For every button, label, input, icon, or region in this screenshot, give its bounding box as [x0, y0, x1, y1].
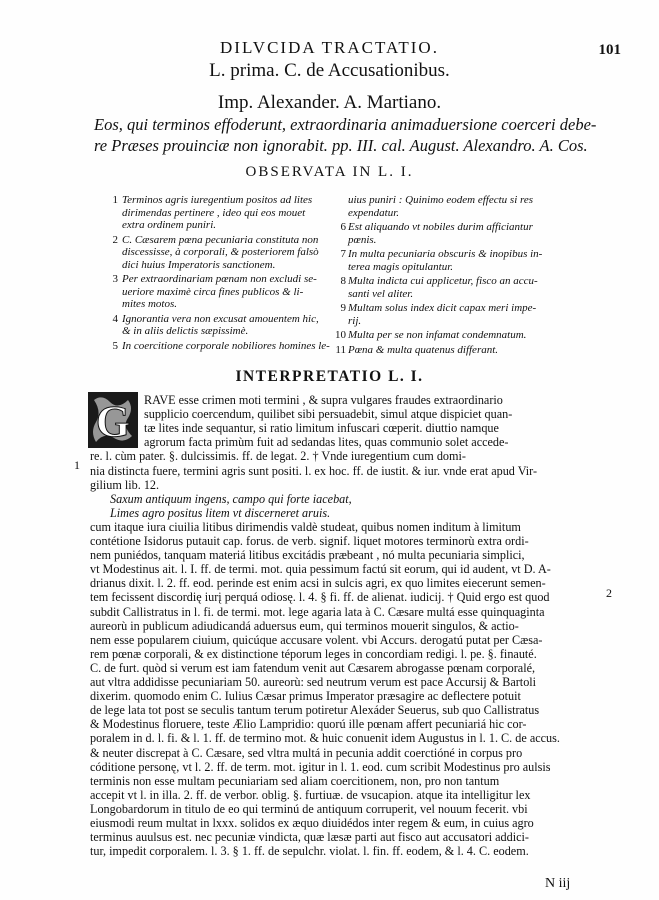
observatum-line: Per extraordinariam pœnam non excludi se- — [122, 273, 317, 285]
observatum-line: expendatur. — [348, 206, 400, 219]
observatum-line: mites motos. — [122, 298, 177, 310]
text-line: códitione personę, vt l. 2. ff. de term. mot. igitur in l. 1. eod. cum scribit Modestinus pro aulsis — [90, 759, 551, 774]
text-line: re. l. cùm pater. §. dulcissimis. ff. de legat. 2. † Vnde iuregentium cum domi- — [90, 449, 466, 464]
observatum-item — [104, 234, 324, 272]
text-line: nem esse popularem ciuium, quicúque accusare volent. vbi Accurs. derogatú putat per Cæsa- — [90, 632, 543, 647]
text-line: aureorù in publicum adiudicandá aduersus eum, qui terminos mouerit singulos, & actio- — [90, 618, 519, 633]
text-line: gilium lib. 12. — [90, 477, 160, 492]
observatum-line: In coercitione corporale nobiliores homines le- — [122, 339, 330, 352]
rescript-heading: Imp. Alexander. A. Martiano. — [217, 92, 442, 113]
text-line: & neuter discrepat à C. Cæsare, sed vltra multá in pecunia addit coerctióné in corpus pro — [90, 745, 523, 760]
observatum-line: dirimendas pertinere , ideo qui eos mouet — [122, 206, 306, 219]
text-line: poralem in d. l. fi. & l. 1. ff. de termino mot. & huic conuenit idem Augustus in l. 1. C. de accus. — [90, 731, 560, 746]
observatum-line: C. Cæsarem pœna pecuniaria constituta non — [122, 233, 319, 246]
text-line: tur, impedit corporalem. l. 3. § 1. ff. de sepulchr. violat. l. fin. ff. eodem, & l. 4. C. eodem. — [90, 844, 529, 859]
observatum-number: 8 — [340, 275, 346, 287]
text-line: Saxum antiquum ingens, campo qui forte iacebat, — [110, 491, 352, 506]
observatum-item — [332, 329, 552, 342]
text-line: terminus auulsus est. nec pecuniæ vindicta, quæ læsæ parti aut fisco aut accusatori addici- — [90, 830, 529, 845]
section-subtitle: L. prima. C. de Accusationibus. — [209, 60, 450, 81]
text-line: dixerim. quomodo enim C. Iulius Cæsar primus Imperator præsagire ac deflectere potuit — [90, 689, 521, 704]
observatum-line: In multa pecuniaria obscuris & inopibus in- — [348, 248, 543, 260]
observatum-line: santi vel aliter. — [348, 287, 414, 300]
observatum-line: Multam solus index dicit capax meri impe- — [348, 302, 537, 314]
observatum-line: & in aliis delictis sæpissimè. — [122, 325, 249, 337]
text-line: rem pœnæ corporali, & ex distinctione téporum leges in concordiam redigi. l. pe. §. finauté. — [90, 646, 537, 661]
signature-mark: N iij — [545, 876, 571, 891]
observatum-line: Ignorantia vera non excusat amouentem hic, — [122, 312, 319, 325]
text-line: de lege lata tot post se seculis tantum terum potiretur Alexáder Seuerus, sub quo Callistratus — [90, 703, 540, 718]
rescript-line: re Præses prouinciæ non ignorabit. pp. III. cal. August. Alexandro. A. Cos. — [94, 136, 588, 155]
observata-heading: OBSERVATA IN L. I. — [245, 164, 414, 180]
observatum-line: Multa indicta cui applicetur, fisco an accu- — [348, 275, 538, 287]
observatum-item — [104, 194, 324, 232]
observatum-line: pœnis. — [348, 233, 377, 246]
text-line: tæ lites inde sequantur, si ratio limitum infuscari cœperit. diuttio namque — [144, 421, 499, 436]
text-line: aut vltra addidisse pecuniariam 50. aureorù: sed neutrum verum est pace Accursij & Bartoli — [90, 675, 537, 689]
observatum-line: extra ordinem puniri. — [122, 219, 216, 231]
observatum-line: dici huius Imperatoris sanctionem. — [122, 258, 276, 271]
text-line: nem puniédos, tanquam materiá litibus excitádis præbeant , nó multa pecuniaria simplici, — [90, 548, 525, 563]
observatum-number: 7 — [340, 248, 346, 260]
text-line: terminis non esse multam pecuniariam sed aliam coercitionem, non, pro non tantum — [90, 773, 500, 788]
text-line: RAVE esse crimen moti termini , & supra vulgares fraudes extraordinario — [144, 393, 503, 407]
observatum-line: Multa per se non infamat condemnatum. — [348, 329, 527, 341]
text-line: accepit vt l. in illa. 2. ff. de verbor. oblig. §. furtiuæ. de vsucapion. atque ita intelligitur lex — [90, 787, 531, 802]
text-line: tem fecissent discordię iurį perquá odiosę. l. 4. § fi. ff. de alienat. iudicij. † Quid ergo est quod — [90, 590, 550, 605]
margin-mark: 1 — [74, 458, 80, 472]
interpretatio-heading: INTERPRETATIO L. I. — [235, 368, 424, 385]
observatum-number: 6 — [340, 221, 346, 233]
text-line: C. de furt. quòd si verum est iam fatendum venit aut Cæsarem abrogasse pœnam corporalé, — [90, 660, 536, 675]
observatum-line: Est aliquando vt nobiles durim afficiantur — [348, 221, 533, 233]
observatum-item — [332, 344, 552, 357]
observatum-number: 1 — [112, 194, 118, 206]
observatum-number: 2 — [112, 233, 118, 246]
observatum-item — [332, 221, 552, 246]
decorated-initial — [88, 392, 138, 448]
text-line: drianus dixit. l. 2. ff. eod. perinde est enim acsi in sulcis agri, ex quo limites eiecerunt semen- — [90, 576, 546, 591]
observatum-line: Terminos agris iuregentium positos ad lites — [122, 194, 313, 206]
running-title: DILVCIDA TRACTATIO. — [220, 38, 439, 57]
observatum-item — [104, 313, 324, 338]
text-line: supplicio coercendum, quilibet sibi persuadebit, simul atque dispiciet quan- — [144, 407, 513, 422]
margin-mark: 2 — [606, 586, 612, 600]
rescript-text — [94, 114, 624, 156]
observatum-item — [332, 248, 552, 273]
observatum-item — [104, 339, 330, 353]
observatum-number: 10 — [335, 329, 346, 341]
text-line: & Modestinus floruere, teste Ælio Lampridio: quorú ille pœnam affert pecuniariá hic cor- — [90, 717, 527, 732]
text-line: Limes agro positus litem vt discerneret aruis. — [110, 505, 331, 520]
observatum-number: 3 — [112, 273, 118, 285]
observatum-number: 4 — [112, 312, 118, 325]
text-line: contétione Isidorus putauit cap. forus. de verb. signif. liquet motores terminorù extra ordi- — [90, 534, 529, 548]
observatum-item — [332, 275, 552, 300]
dropcap-letter: G — [95, 397, 131, 446]
text-line: nia distincta fuere, termini agris sunt positi. l. ex hoc. ff. de iustit. & iur. vnde erat apud Vir- — [90, 463, 538, 478]
text-line: cum itaque iura ciuilia litibus dirimendis valdè studeat, quibus nomen inditum à limitum — [90, 519, 521, 534]
text-line: agrorum facta primùm fuit ad sedandas lites, quas communio solet accede- — [144, 435, 509, 450]
observatum-number: 11 — [335, 343, 346, 356]
text-line: vt Modestinus ait. l. I. ff. de termi. mot. quia pessimum factú sit eorum, qui id audent, vt D. A- — [90, 562, 551, 577]
observatum-item — [332, 302, 552, 327]
observatum-line: Pœna & multa quatenus differant. — [348, 343, 499, 356]
text-line: Longobardorum in titulo de eo qui terminú de antiquum corruperit, vel nouum fecerit. vbi — [90, 801, 528, 816]
page-number: 101 — [598, 42, 621, 58]
observatum-line: ueriore maximè circa fines publicos & li- — [122, 285, 304, 298]
observatum-number: 5 — [112, 339, 118, 352]
observatum-item — [332, 194, 552, 219]
rescript-line: Eos, qui terminos effoderunt, extraordinaria animaduersione coerceri debe- — [94, 115, 597, 134]
observatum-number: 9 — [340, 302, 346, 314]
text-line: subdit Callistratus in l. fi. de termi. mot. lege agaria lata à C. Cæsare multá esse quinquaginta — [90, 604, 545, 619]
observatum-line: terea magis opitulantur. — [348, 260, 454, 273]
observatum-line: uius puniri : Quinimo eodem effectu si res — [348, 194, 534, 206]
observatum-line: discessisse, à corporali, & posteriorem falsò — [122, 246, 319, 258]
observatum-line: rij. — [348, 314, 362, 327]
observatum-item — [104, 273, 324, 311]
text-line: eiusmodi reum multat in lxxx. solidos ex æquo diuidédos inter regem & eum, in cuius agro — [90, 816, 534, 830]
